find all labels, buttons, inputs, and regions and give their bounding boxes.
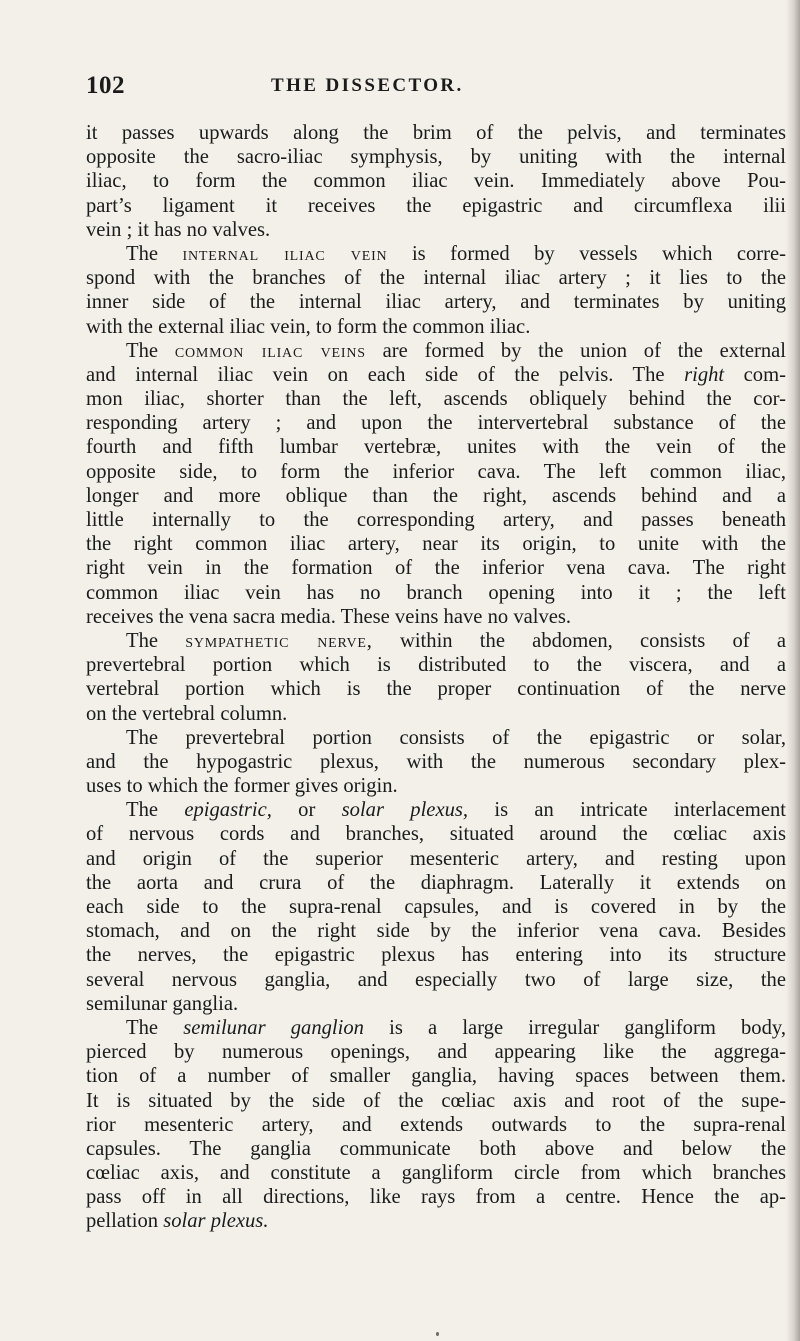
italic-term: right (684, 363, 725, 386)
text-span: or (298, 799, 316, 822)
text-span: The (126, 629, 159, 652)
text-line: vein ; it has no valves. (86, 218, 271, 241)
text-line: pierced by numerous openings, and appearing like the aggrega- (86, 1041, 786, 1064)
text-line: inner side of the internal iliac artery, and terminates by uniting (86, 291, 786, 314)
page-number: 102 (86, 72, 125, 99)
text-line: the right common iliac artery, near its origin, to unite with the (86, 533, 786, 556)
text-line (86, 242, 786, 266)
text-span: The (126, 242, 159, 265)
text-line: several nervous ganglia, and especially two of large size, the (86, 968, 786, 991)
text-line: the nerves, the epigastric plexus has entering into its structure (86, 944, 786, 967)
text-line (86, 798, 786, 822)
text-line: prevertebral portion which is distributed to the viscera, and a (86, 654, 786, 677)
italic-term: epigastric, (184, 799, 272, 822)
text-span: is a large irregular gangliform body, (389, 1016, 786, 1039)
text-line (86, 363, 786, 387)
text-line (86, 1016, 786, 1040)
ink-speck (436, 1332, 439, 1336)
page-edge-shadow (786, 0, 800, 1341)
text-line: vertebral portion which is the proper continuation of the nerve (86, 678, 786, 701)
running-head: THE DISSECTOR. (271, 75, 464, 96)
text-span: The (126, 339, 159, 362)
text-line: of nervous cords and branches, situated around the cœliac axis (86, 823, 786, 846)
text-line: with the external iliac vein, to form the common iliac. (86, 315, 531, 338)
page-header (86, 72, 786, 108)
text-line (86, 1209, 786, 1233)
text-line: spond with the branches of the internal iliac artery ; it lies to the (86, 267, 786, 290)
text-line: capsules. The ganglia communicate both above and below the (86, 1137, 786, 1160)
text-span: and internal iliac vein on each side of the pelvis. The (86, 363, 665, 386)
small-caps-term: common iliac veins (174, 339, 366, 362)
text-line: it passes upwards along the brim of the pelvis, and terminates (86, 122, 786, 144)
text-span: is formed by vessels which corre- (411, 242, 786, 265)
text-line: each side to the supra-renal capsules, and is covered in by the (86, 896, 786, 918)
text-line: and the hypogastric plexus, with the numerous secondary plex- (86, 750, 786, 773)
text-line: uses to which the former gives origin. (86, 775, 398, 798)
text-span: are formed by the union of the external (382, 339, 786, 362)
text-line: opposite side, to form the inferior cava. The left common iliac, (86, 460, 786, 483)
text-line: on the vertebral column. (86, 702, 288, 725)
text-span: is an intricate interlacement (494, 799, 786, 822)
text-line: right vein in the formation of the inferior vena cava. The right (86, 557, 786, 580)
text-line: iliac, to form the common iliac vein. Immediately above Pou- (86, 170, 786, 193)
text-line: little internally to the corresponding artery, and passes beneath (86, 509, 786, 531)
text-span: within the abdomen, consists of a (399, 629, 786, 652)
text-line: part’s ligament it receives the epigastric and circumflexa ilii (86, 194, 786, 217)
text-line: stomach, and on the right side by the inferior vena cava. Besides (86, 920, 786, 943)
text-line: fourth and fifth lumbar vertebræ, unites with the vein of the (86, 436, 786, 459)
text-line: The prevertebral portion consists of the epigastric or solar, (126, 726, 786, 749)
text-line: receives the vena sacra media. These veins have no valves. (86, 605, 572, 628)
text-line: rior mesenteric artery, and extends outwards to the supra-renal (86, 1113, 786, 1136)
text-span: The (126, 799, 159, 822)
text-line (86, 339, 786, 363)
text-line: and origin of the superior mesenteric artery, and resting upon (86, 847, 786, 870)
text-line: tion of a number of smaller ganglia, having spaces between them. (86, 1065, 786, 1088)
text-span: The (126, 1016, 159, 1039)
text-line: common iliac vein has no branch opening into it ; the left (86, 581, 786, 604)
small-caps-term: sympathetic nerve, (185, 629, 373, 652)
text-line: the aorta and crura of the diaphragm. Laterally it extends on (86, 871, 786, 894)
italic-term: semilunar ganglion (183, 1016, 364, 1039)
text-line: responding artery ; and upon the intervertebral substance of the (86, 412, 786, 435)
text-line: opposite the sacro-iliac symphysis, by uniting with the internal (86, 146, 786, 169)
text-span: pellation (86, 1210, 159, 1233)
text-line: longer and more oblique than the right, ascends behind and a (86, 484, 786, 507)
text-line: mon iliac, shorter than the left, ascends obliquely behind the cor- (86, 388, 786, 411)
italic-term: solar plexus. (163, 1210, 269, 1233)
text-line: cœliac axis, and constitute a gangliform circle from which branches (86, 1162, 786, 1185)
small-caps-term: internal iliac vein (182, 242, 388, 265)
text-line: pass off in all directions, like rays from a centre. Hence the ap- (86, 1186, 786, 1209)
text-line: semilunar ganglia. (86, 992, 239, 1015)
body-text (86, 121, 786, 1234)
text-span: com- (743, 363, 786, 386)
text-line: It is situated by the side of the cœliac axis and root of the supe- (86, 1089, 786, 1112)
text-line (86, 629, 786, 653)
italic-term: solar plexus, (341, 799, 469, 822)
